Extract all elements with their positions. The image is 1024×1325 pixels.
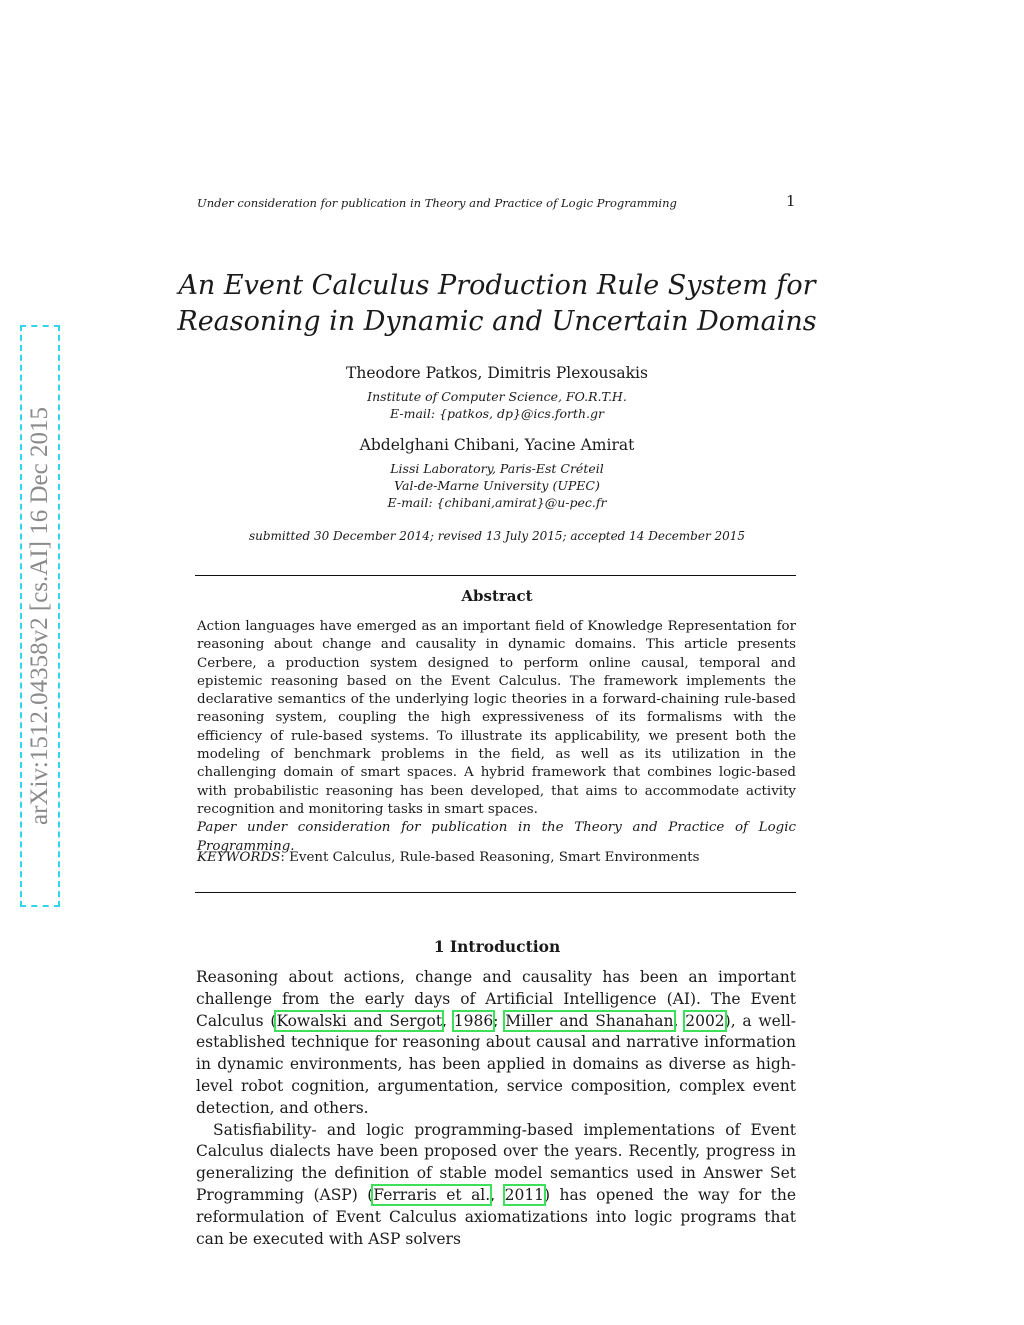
arxiv-identifier: arXiv:1512.04358v2 [cs.AI] 16 Dec 2015 [26, 407, 53, 825]
section-heading: 1 Introduction [433, 937, 561, 956]
text-run: , [490, 1185, 505, 1204]
submission-dates: submitted 30 December 2014; revised 13 July 2015; accepted 14 December 2015 [248, 529, 746, 543]
citation-link[interactable]: 1986 [453, 1011, 494, 1030]
abstract-note: Paper under consideration for publication in the Theory and Practice of Logic Programming. [197, 820, 796, 854]
top-rule [195, 575, 796, 576]
citation-link[interactable]: 2002 [685, 1011, 725, 1030]
author-names-1: Theodore Patkos, Dimitris Plexousakis [346, 364, 648, 382]
author-affiliation-2a: Lissi Laboratory, Paris-Est Créteil [390, 461, 604, 476]
text-run: , [673, 1011, 686, 1030]
text-run: Satisfiability- and logic programming-based implementations of Event Calculus dialects have been proposed over the years. Recently, progress in generalizing the definition of stable model semantics used in Answer Set Programming (ASP) ( [196, 1120, 796, 1204]
text-run: ; [493, 1011, 506, 1030]
paper-title-line2: Reasoning in Dynamic and Uncertain Domains [177, 306, 817, 337]
running-header: Under consideration for publication in Theory and Practice of Logic Programming [197, 196, 677, 210]
page-number: 1 [786, 192, 796, 210]
abstract-heading: Abstract [461, 587, 533, 605]
text-run: ), a well-established technique for reasoning about causal and narrative information in dynamic environments, has been applied in domains as diverse as high-level robot cognition, argumentation, service composition, complex event detection, and others. [196, 1011, 797, 1117]
citation-link[interactable]: Ferraris et al. [373, 1185, 491, 1204]
keywords-label: KEYWORDS [197, 850, 281, 865]
paper-title-line1: An Event Calculus Production Rule System for [178, 270, 816, 301]
author-email-2: E-mail: {chibani,amirat}@u-pec.fr [387, 495, 607, 510]
introduction-body [196, 967, 796, 1250]
citation-link[interactable]: 2011 [504, 1185, 545, 1204]
abstract-text: Action languages have emerged as an important field of Knowledge Representation for reasoning about change and causality in dynamic domains. This article presents Cerbere, a production system designed to perform online causal, temporal and epistemic reasoning based on the Event Calculus. The framework implements the declarative semantics of the underlying logic theories in a forward-chaining rule-based reasoning system, coupling the high expressiveness of its formalisms with the efficiency of rule-based systems. To illustrate its applicability, we present both the modeling of benchmark problems in the field, as well as its utilization in the challenging domain of smart spaces. A hybrid framework that combines logic-based with probabilistic reasoning has been developed, that aims to accommodate activity recognition and monitoring tasks in smart spaces. [197, 619, 796, 817]
bottom-rule [195, 892, 796, 893]
text-run: Reasoning about actions, change and causality has been an important challenge from the early days of Artificial Intelligence (AI). The Event Calculus ( [196, 968, 796, 1030]
citation-link[interactable]: Miller and Shanahan [505, 1011, 674, 1030]
author-affiliation-1: Institute of Computer Science, FO.R.T.H. [367, 389, 627, 404]
text-run: , [442, 1011, 454, 1030]
author-email-1: E-mail: {patkos, dp}@ics.forth.gr [390, 406, 604, 421]
text-run: ) has opened the way for the reformulation of Event Calculus axiomatizations into logic programs that can be executed with ASP solvers [196, 1185, 797, 1248]
author-affiliation-2b: Val-de-Marne University (UPEC) [394, 478, 600, 493]
keywords-values: : Event Calculus, Rule-based Reasoning, Smart Environments [280, 850, 700, 865]
arxiv-stamp[interactable] [20, 325, 60, 907]
citation-link[interactable]: Kowalski and Sergot [276, 1011, 443, 1030]
intro-paragraph-1 [196, 967, 796, 1120]
abstract-body [197, 618, 796, 856]
keywords [197, 850, 796, 865]
author-names-2: Abdelghani Chibani, Yacine Amirat [359, 436, 635, 454]
intro-paragraph-2 [196, 1120, 796, 1251]
